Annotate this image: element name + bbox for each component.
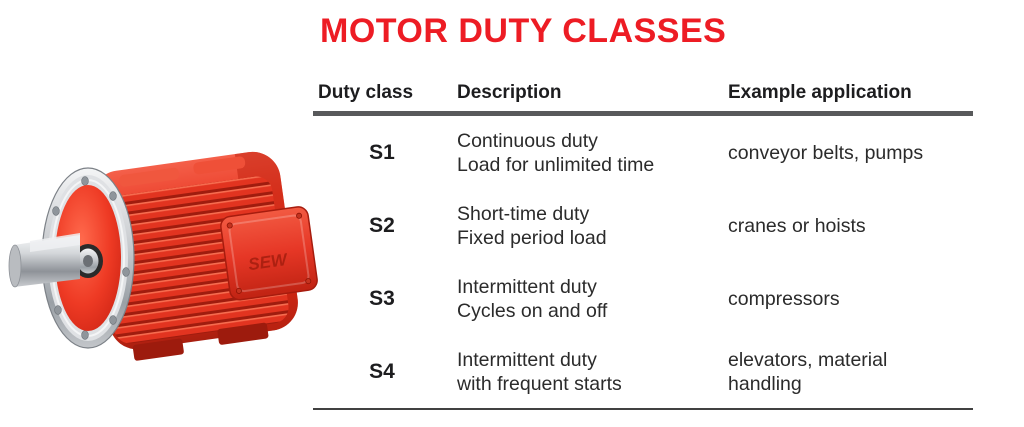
example-cell: conveyor belts, pumps [728,141,924,164]
description-cell [457,129,728,177]
column-header-duty-class: Duty class [318,82,414,103]
description-line: Cycles on and off [457,299,608,322]
table-row-s4 [313,335,973,408]
description-line: Short-time duty [457,202,590,225]
screw [227,223,233,229]
description-line: Fixed period load [457,226,607,249]
page-title: MOTOR DUTY CLASSES [320,12,727,50]
table-body [313,116,973,410]
description-line: with frequent starts [457,372,622,395]
table-row-s2 [313,189,973,262]
example-cell: elevators, material handling [728,348,888,395]
screw [296,213,302,219]
motor-illustration [0,137,320,427]
duty-class-value: S1 [369,140,395,164]
motor-shaft [9,233,80,287]
duty-class-table [313,72,973,410]
description-line: Intermittent duty [457,348,597,371]
description-cell [457,275,728,323]
screw [236,288,242,294]
column-header-example-application: Example application [728,82,912,103]
table-row-s1 [313,116,973,189]
table-header-row [313,72,973,116]
description-line: Intermittent duty [457,275,597,298]
table-row-s3 [313,262,973,335]
motor-svg [0,137,320,427]
duty-class-value: S2 [369,213,395,237]
description-cell [457,348,728,396]
screw [305,278,311,284]
description-line: Load for unlimited time [457,153,655,176]
example-cell: compressors [728,287,840,310]
description-line: Continuous duty [457,129,598,152]
terminal-box [220,206,319,301]
description-cell [457,202,728,250]
example-cell: cranes or hoists [728,214,866,237]
duty-class-value: S4 [369,359,395,383]
column-header-description: Description [457,82,562,103]
duty-class-value: S3 [369,286,395,310]
brand-text: SEW [247,250,289,275]
